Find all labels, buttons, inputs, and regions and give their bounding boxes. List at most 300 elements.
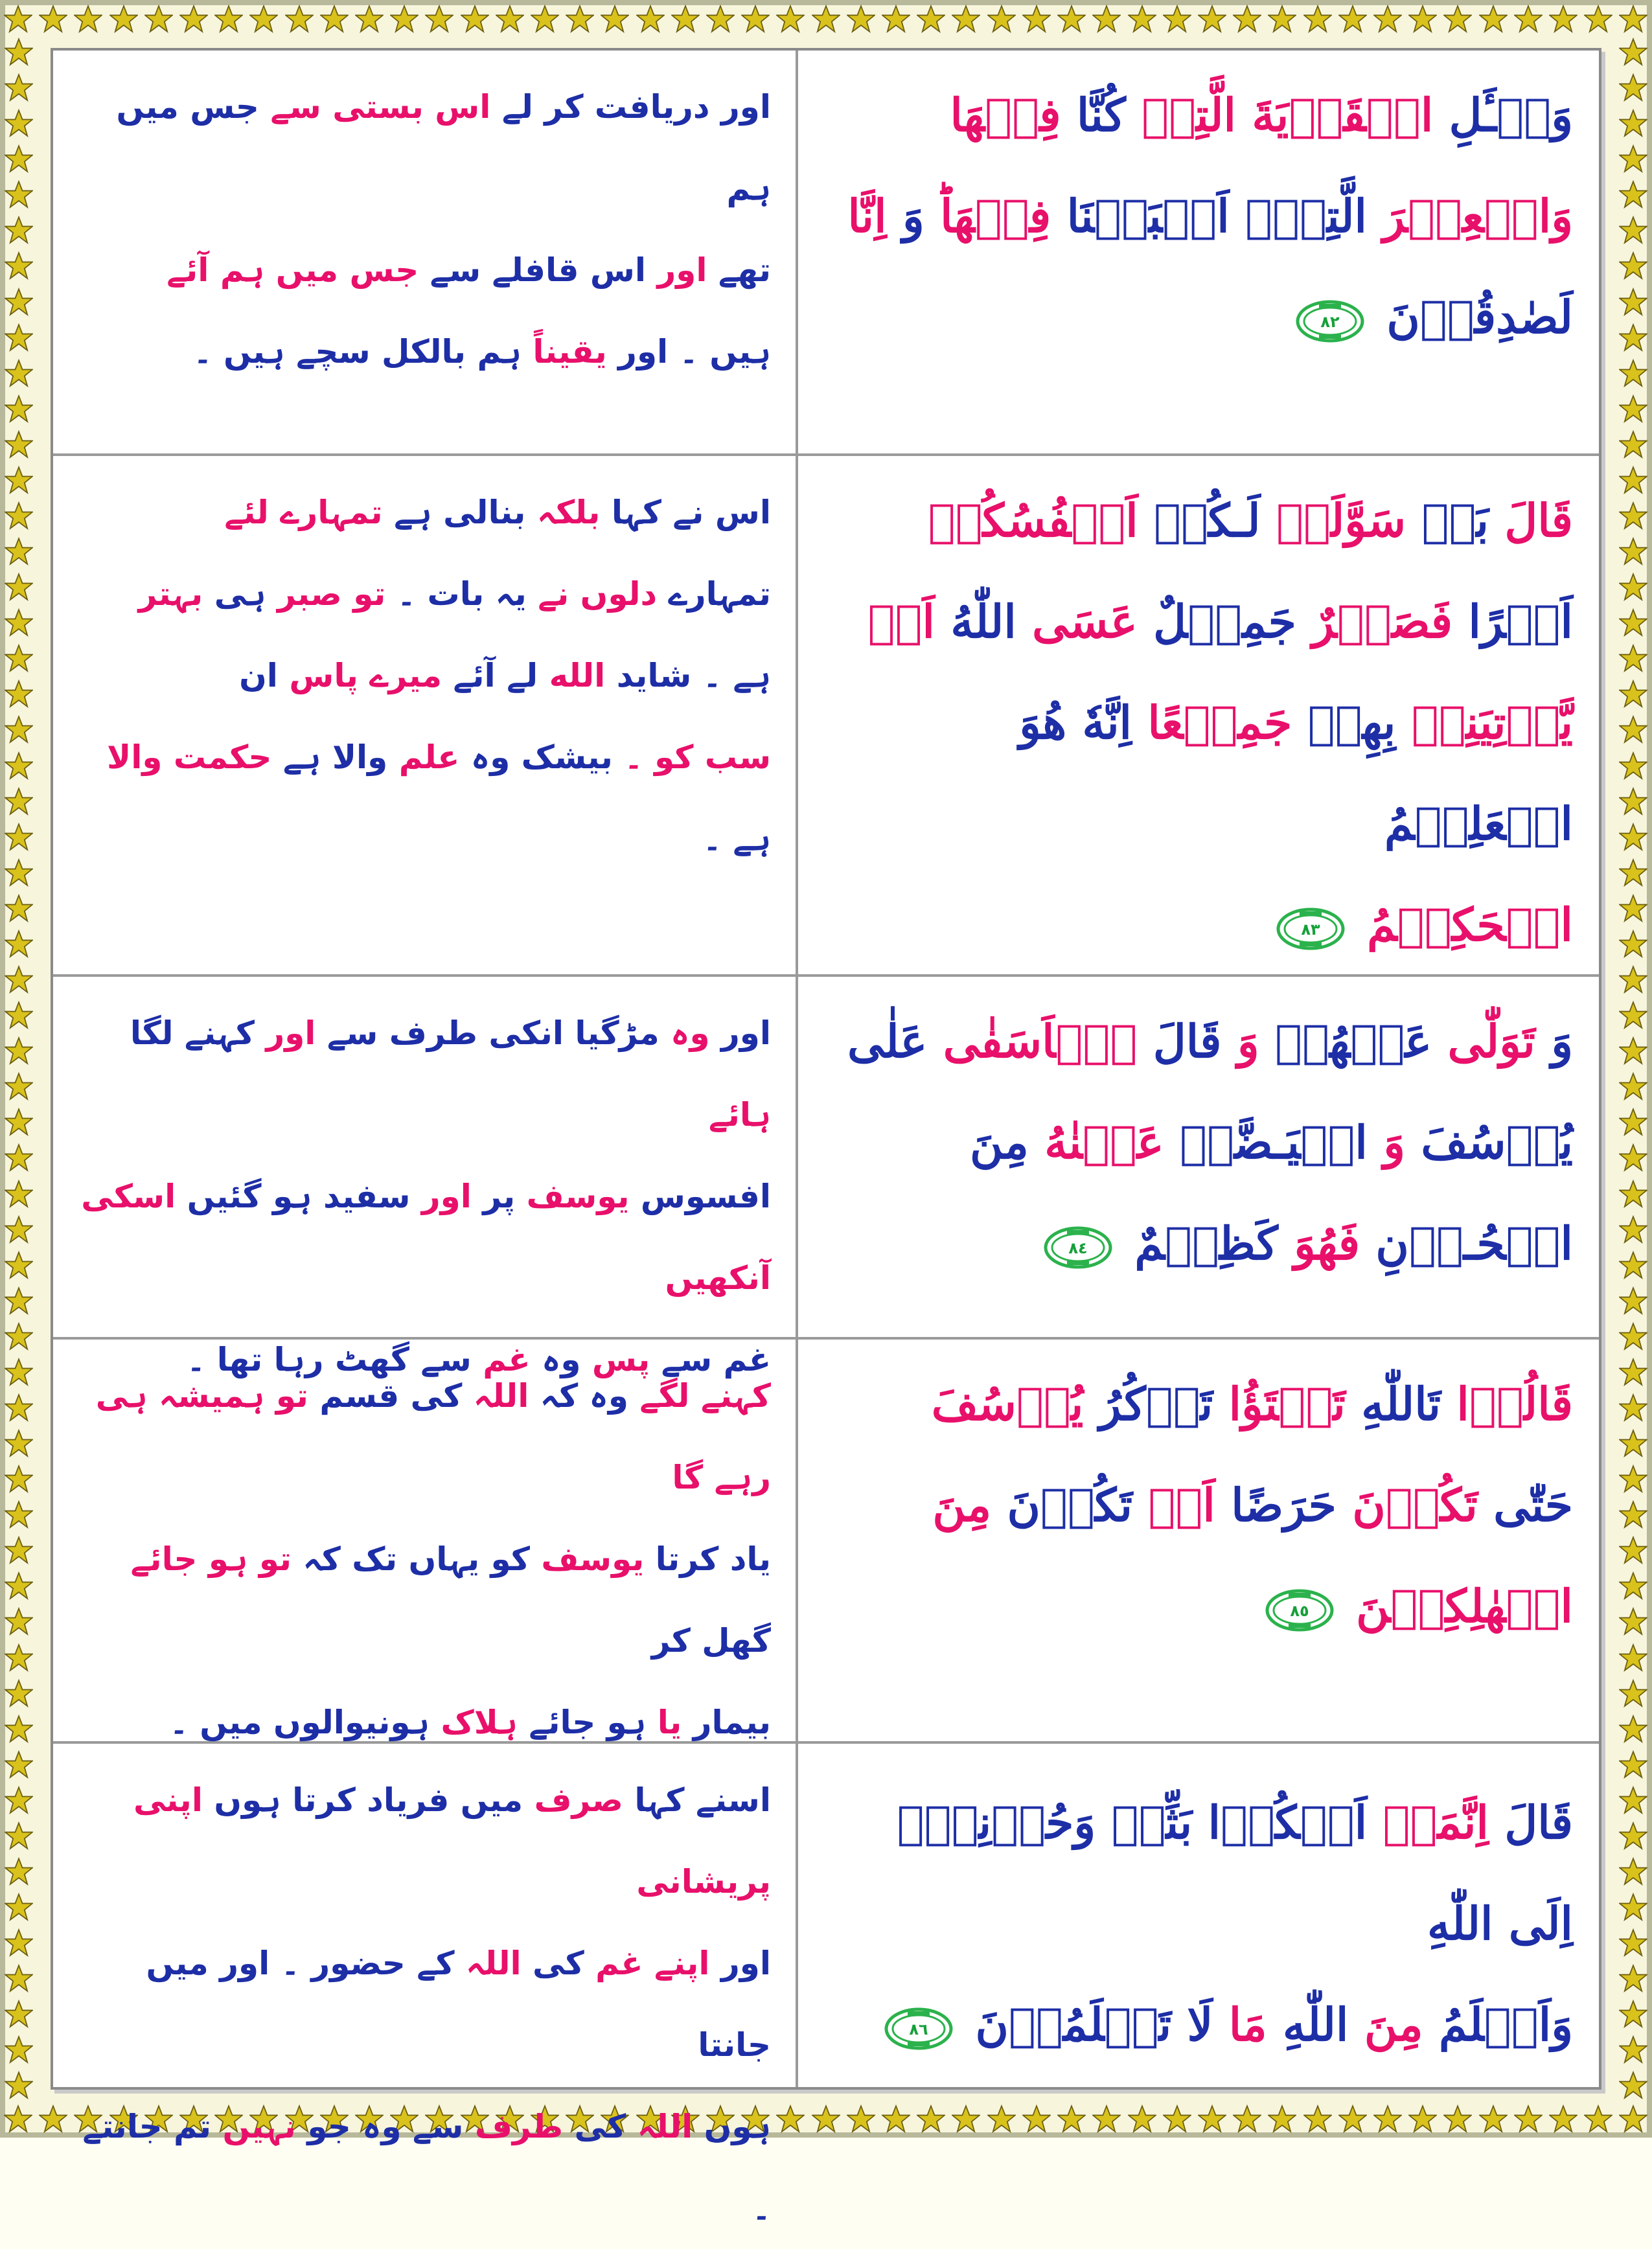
star-icon xyxy=(1619,1607,1647,1636)
arabic-segment: قَالَ xyxy=(1153,1014,1222,1068)
urdu-segment: تو ہمیشہ ہی رہے گا xyxy=(95,1377,771,1496)
star-icon xyxy=(1619,2000,1647,2028)
arabic-segment: لَـكُمۡ xyxy=(1154,494,1261,547)
arabic-line xyxy=(827,1974,1573,2075)
star-icon xyxy=(1163,2105,1191,2133)
star-icon xyxy=(1619,1429,1647,1457)
arabic-segment: قَالَ xyxy=(1504,494,1573,547)
urdu-segment: بہتر xyxy=(138,575,203,613)
arabic-line xyxy=(827,991,1573,1092)
star-icon xyxy=(1584,2105,1612,2133)
star-icon xyxy=(1619,1715,1647,1743)
star-icon xyxy=(1619,323,1647,352)
star-icon xyxy=(1619,1251,1647,1279)
star-icon xyxy=(1619,430,1647,459)
star-icon xyxy=(249,5,278,33)
arabic-segment: الۡعَلِيۡمُ xyxy=(1384,797,1573,851)
arabic-segment: الۡقَرۡيَةَ xyxy=(1252,88,1434,142)
urdu-line xyxy=(75,1759,771,1923)
star-icon xyxy=(1619,501,1647,530)
star-icon xyxy=(5,1072,33,1101)
star-icon xyxy=(1373,2105,1402,2133)
star-icon xyxy=(39,2105,67,2133)
star-icon xyxy=(1619,2105,1647,2133)
star-icon xyxy=(390,5,419,33)
arabic-segment: وَاَعۡلَمُ xyxy=(1438,1998,1573,2051)
star-icon xyxy=(1619,715,1647,744)
ayah-number: ٨٥ xyxy=(1290,1602,1309,1620)
arabic-segment: اَشۡكُوۡا بَثِّىۡ وَحُزۡنِىۡۤ اِلَى اللّٰهِ xyxy=(897,1796,1573,1950)
urdu-segment: یا xyxy=(657,1704,682,1741)
star-icon xyxy=(5,1358,33,1386)
urdu-segment: طرف xyxy=(474,2108,564,2145)
star-icon xyxy=(39,5,67,33)
urdu-segment: ہے ۔ xyxy=(702,820,771,858)
arabic-segment: وَالۡعِيۡرَ xyxy=(1382,189,1573,243)
star-icon xyxy=(5,1286,33,1315)
urdu-segment: وہ کہ xyxy=(540,1377,628,1415)
arabic-segment: تَوَلّٰى xyxy=(1447,1014,1535,1068)
star-icon xyxy=(5,1679,33,1707)
star-icon xyxy=(1619,1036,1647,1065)
arabic-segment: مَا xyxy=(1228,1998,1267,2051)
star-icon xyxy=(1479,2105,1508,2133)
star-icon xyxy=(706,5,735,33)
star-icon xyxy=(1619,1786,1647,1814)
star-icon xyxy=(5,288,33,316)
arabic-segment: اِنَّا xyxy=(847,189,887,243)
star-icon xyxy=(461,5,489,33)
urdu-segment: پر xyxy=(483,1178,516,1215)
star-icon xyxy=(1619,644,1647,672)
star-icon xyxy=(1443,2105,1472,2133)
urdu-segment: اپنی پریشانی xyxy=(133,1781,771,1901)
star-icon xyxy=(1619,787,1647,816)
verse-row-82 xyxy=(53,51,1599,456)
urdu-segment: تمہارے لئے xyxy=(224,494,383,531)
arabic-segment: يُوۡسُفَ xyxy=(931,1377,1084,1431)
urdu-segment: یوسف xyxy=(541,1540,645,1578)
star-icon xyxy=(5,38,33,66)
star-icon xyxy=(1619,1964,1647,1992)
arabic-segment: كَظِيۡمٌ xyxy=(1134,1216,1278,1270)
arabic-segment: الۡهٰلِكِيۡنَ xyxy=(1356,1579,1573,1633)
star-icon xyxy=(496,5,524,33)
star-icon xyxy=(1619,1500,1647,1529)
arabic-text-cell xyxy=(801,456,1599,974)
urdu-segment: اس بستی سے xyxy=(270,88,491,126)
ayah-number-icon xyxy=(1275,906,1346,952)
star-icon xyxy=(5,1108,33,1136)
star-icon xyxy=(1619,1821,1647,1850)
arabic-segment: عَسَى xyxy=(1032,595,1138,648)
star-icon xyxy=(1619,1393,1647,1422)
urdu-segment: اس قافلے سے xyxy=(430,251,647,289)
star-icon xyxy=(1619,5,1647,33)
star-icon xyxy=(1619,1143,1647,1172)
urdu-segment: اور xyxy=(720,1945,771,1982)
star-icon xyxy=(1303,2105,1332,2133)
arabic-segment: اِنَّمَاۤ xyxy=(1382,1796,1489,1849)
arabic-text-cell xyxy=(801,1744,1599,2087)
urdu-segment: بیشک وہ xyxy=(470,738,613,776)
star-icon xyxy=(74,5,102,33)
star-icon xyxy=(1514,2105,1543,2133)
star-icon xyxy=(882,2105,910,2133)
urdu-segment: تھے xyxy=(718,251,771,289)
arabic-segment: كُنَّا xyxy=(1076,88,1126,142)
urdu-segment: ہے ۔ شاید xyxy=(616,657,771,694)
star-icon xyxy=(1619,109,1647,137)
arabic-line xyxy=(827,1092,1573,1193)
arabic-segment: تَكُوۡنَ xyxy=(1352,1478,1478,1532)
arabic-segment: اِنَّهٗ هُوَ xyxy=(1019,696,1132,749)
urdu-segment: الله xyxy=(549,657,606,694)
star-icon xyxy=(1619,823,1647,851)
arabic-segment: اَقۡبَلۡنَا xyxy=(1066,189,1230,243)
star-icon xyxy=(5,466,33,494)
arabic-segment: فَصَبۡرٌ xyxy=(1312,595,1453,648)
star-icon xyxy=(1198,2105,1226,2133)
arabic-segment: اللّٰهُ xyxy=(950,595,1016,648)
star-icon xyxy=(1022,5,1051,33)
star-icon xyxy=(5,858,33,887)
star-icon xyxy=(5,1821,33,1850)
star-icon xyxy=(1619,1001,1647,1029)
star-icon xyxy=(1092,5,1121,33)
urdu-segment: یہ بات ۔ xyxy=(396,575,527,613)
star-icon xyxy=(1619,1465,1647,1493)
star-icon xyxy=(1619,1679,1647,1707)
urdu-segment: ہائے xyxy=(708,1096,771,1134)
star-icon xyxy=(1479,5,1508,33)
arabic-segment: يَّاۡتِيَنِىۡ xyxy=(1411,696,1573,749)
star-icon xyxy=(1619,1643,1647,1672)
star-icon xyxy=(5,359,33,387)
star-icon xyxy=(1619,858,1647,887)
arabic-segment: اَمۡرًا xyxy=(1468,595,1573,648)
urdu-segment: سے گھٹ رہا تھا ۔ xyxy=(187,1341,472,1378)
star-icon xyxy=(1619,679,1647,708)
ayah-number: ٨٢ xyxy=(1320,313,1340,331)
star-icon xyxy=(1408,2105,1437,2133)
urdu-line xyxy=(75,1518,771,1682)
urdu-segment: ہو جائے xyxy=(529,1704,647,1741)
star-icon xyxy=(1022,2105,1051,2133)
urdu-segment: علم xyxy=(398,738,460,776)
star-icon xyxy=(1057,2105,1086,2133)
star-icon xyxy=(1408,5,1437,33)
star-icon xyxy=(5,608,33,637)
arabic-segment: جَمِيۡلٌ xyxy=(1153,595,1296,648)
arabic-segment: يُوۡسُفَ xyxy=(1421,1115,1573,1169)
star-icon xyxy=(1514,5,1543,33)
star-icon xyxy=(882,5,910,33)
star-icon xyxy=(1163,5,1191,33)
arabic-segment: فِيۡهَا xyxy=(950,88,1061,142)
urdu-line xyxy=(75,66,771,229)
urdu-segment: وہ xyxy=(542,1341,581,1378)
urdu-segment: وہ xyxy=(671,1014,710,1052)
arabic-text-cell xyxy=(801,1340,1599,1741)
star-icon xyxy=(917,2105,945,2133)
star-icon xyxy=(5,109,33,137)
star-icon xyxy=(1233,5,1261,33)
ayah-number: ٨٣ xyxy=(1301,920,1320,939)
urdu-translation-cell xyxy=(53,1744,798,2227)
urdu-segment: بنالی ہے xyxy=(394,494,526,531)
urdu-segment: پس xyxy=(591,1341,650,1378)
star-icon xyxy=(1619,608,1647,637)
ayah-number-icon xyxy=(1264,1588,1335,1633)
star-icon xyxy=(5,394,33,423)
arabic-segment: تَفۡتَؤُا xyxy=(1228,1377,1346,1431)
star-icon xyxy=(1619,216,1647,244)
star-icon xyxy=(1619,1180,1647,1208)
urdu-segment: مڑگیا انکی طرف سے xyxy=(327,1014,660,1052)
urdu-translation-cell xyxy=(53,51,798,453)
arabic-segment: تَاللّٰهِ xyxy=(1361,1377,1441,1431)
arabic-segment: وَ xyxy=(1237,1014,1259,1068)
urdu-segment: غم سے xyxy=(661,1341,771,1378)
star-icon xyxy=(1619,144,1647,173)
arabic-segment: الۡحُـزۡنِ xyxy=(1375,1216,1573,1270)
urdu-segment: ہونیوالوں میں ۔ xyxy=(169,1704,430,1741)
arabic-segment: وَ xyxy=(902,189,924,243)
urdu-segment: جس میں ہم xyxy=(116,88,771,207)
urdu-segment: بلکہ xyxy=(536,494,601,531)
arabic-segment: وَ xyxy=(1383,1115,1406,1169)
right-star-border xyxy=(1614,38,1652,2100)
urdu-segment: غم xyxy=(483,1341,531,1378)
star-icon xyxy=(5,1964,33,1992)
arabic-line xyxy=(827,267,1573,368)
top-star-border xyxy=(0,0,1652,38)
urdu-segment: اسنے کہا xyxy=(634,1781,771,1819)
star-icon xyxy=(425,5,453,33)
arabic-segment: بِهِمۡ xyxy=(1307,696,1396,749)
star-icon xyxy=(144,5,173,33)
arabic-line xyxy=(827,672,1573,874)
urdu-segment: اور xyxy=(266,1014,316,1052)
urdu-segment: کی قسم xyxy=(319,1377,463,1415)
urdu-segment: بیمار xyxy=(693,1704,771,1741)
star-icon xyxy=(5,323,33,352)
star-icon xyxy=(5,1251,33,1279)
arabic-line xyxy=(827,1455,1573,1556)
star-icon xyxy=(5,1643,33,1672)
urdu-line xyxy=(75,992,771,1156)
star-icon xyxy=(5,251,33,280)
star-icon xyxy=(952,2105,980,2133)
urdu-line xyxy=(75,472,771,553)
star-icon xyxy=(5,1536,33,1564)
star-icon xyxy=(1619,73,1647,102)
star-icon xyxy=(179,5,208,33)
star-icon xyxy=(5,501,33,530)
urdu-segment: کی xyxy=(574,2108,626,2145)
urdu-segment: کو یہاں تک کہ xyxy=(303,1540,530,1578)
star-icon xyxy=(1619,1857,1647,1886)
star-icon xyxy=(5,930,33,958)
star-icon xyxy=(1268,2105,1296,2133)
urdu-translation-cell xyxy=(53,456,798,974)
urdu-translation-cell xyxy=(53,1340,798,1741)
urdu-segment: ہی xyxy=(214,575,266,613)
arabic-segment: حَرَضًا xyxy=(1231,1478,1337,1532)
arabic-segment: تَذۡكُرُ xyxy=(1099,1377,1213,1431)
star-icon xyxy=(812,5,840,33)
ayah-number: ٨٦ xyxy=(909,2020,928,2038)
arabic-segment: بَلۡ xyxy=(1421,494,1489,547)
star-icon xyxy=(917,5,945,33)
star-icon xyxy=(1619,1215,1647,1244)
ayah-number-icon xyxy=(1294,299,1366,344)
star-icon xyxy=(1128,2105,1156,2133)
urdu-segment: کی xyxy=(533,1945,584,1982)
arabic-segment: فِيۡهَاؕ xyxy=(940,189,1051,243)
arabic-segment: اللّٰهِ xyxy=(1282,1998,1349,2051)
star-icon xyxy=(1584,5,1612,33)
ayah-number-icon xyxy=(1042,1225,1114,1270)
star-icon xyxy=(1549,2105,1577,2133)
urdu-segment: ان xyxy=(239,657,278,694)
verse-row-85 xyxy=(53,1340,1599,1744)
star-icon xyxy=(5,823,33,851)
arabic-line xyxy=(827,874,1573,976)
star-icon xyxy=(847,5,875,33)
arabic-segment: لَا تَعۡلَمُوۡنَ xyxy=(975,1998,1213,2051)
arabic-segment: يٰۤاَسَفٰى xyxy=(943,1014,1138,1068)
star-icon xyxy=(566,5,594,33)
star-icon xyxy=(5,2035,33,2064)
arabic-line xyxy=(827,470,1573,571)
star-icon xyxy=(1338,2105,1367,2133)
star-icon xyxy=(5,1143,33,1172)
arabic-segment: الَّتِىۡۤ xyxy=(1245,189,1367,243)
urdu-segment: اور xyxy=(720,1014,771,1052)
urdu-segment: میں فریاد کرتا ہوں xyxy=(214,1781,523,1819)
urdu-line xyxy=(75,1156,771,1319)
star-icon xyxy=(5,430,33,459)
star-icon xyxy=(5,715,33,744)
star-icon xyxy=(1549,5,1577,33)
arabic-line xyxy=(827,571,1573,672)
urdu-line xyxy=(75,1355,771,1518)
star-icon xyxy=(1619,466,1647,494)
star-icon xyxy=(671,5,700,33)
star-icon xyxy=(5,1715,33,1743)
urdu-segment: میرے پاس xyxy=(289,657,442,694)
star-icon xyxy=(987,2105,1016,2133)
star-icon xyxy=(5,1893,33,1921)
star-icon xyxy=(285,5,314,33)
star-icon xyxy=(1619,965,1647,994)
arabic-segment: فَهُوَ xyxy=(1294,1216,1360,1270)
urdu-segment: ہیں ۔ اور xyxy=(618,333,771,371)
star-icon xyxy=(1619,537,1647,565)
star-icon xyxy=(5,144,33,173)
star-icon xyxy=(1619,1072,1647,1101)
verse-row-86 xyxy=(53,1744,1599,2227)
urdu-segment: تو صبر xyxy=(277,575,386,613)
star-icon xyxy=(812,2105,840,2133)
ayah-number: ٨٤ xyxy=(1068,1239,1088,1257)
urdu-segment: یوسف xyxy=(526,1178,630,1215)
arabic-segment: الۡحَكِيۡمُ xyxy=(1367,898,1573,952)
urdu-line xyxy=(75,798,771,880)
urdu-segment: سب کو ۔ xyxy=(624,738,771,776)
star-icon xyxy=(741,5,770,33)
urdu-segment: غم xyxy=(595,1945,643,1982)
arabic-segment: وَ xyxy=(1551,1014,1573,1068)
urdu-segment: یاد کرتا xyxy=(655,1540,771,1578)
urdu-segment: اللہ xyxy=(466,1945,522,1982)
star-icon xyxy=(1233,2105,1261,2133)
star-icon xyxy=(5,1429,33,1457)
urdu-segment: گھل کر xyxy=(651,1622,771,1660)
star-icon xyxy=(5,965,33,994)
arabic-segment: عَنۡهُمۡ xyxy=(1275,1014,1432,1068)
arabic-segment: اَوۡ xyxy=(1148,1478,1215,1532)
urdu-segment: کہنے لگا xyxy=(130,1014,255,1052)
urdu-segment: افسوس xyxy=(640,1178,771,1215)
arabic-segment: لَصٰدِقُوۡنَ xyxy=(1386,290,1573,344)
arabic-line xyxy=(827,1354,1573,1455)
star-icon xyxy=(1443,5,1472,33)
urdu-segment: یقیناً xyxy=(533,333,607,371)
arabic-segment: جَمِيۡعًا xyxy=(1147,696,1292,749)
star-icon xyxy=(1619,1286,1647,1315)
star-icon xyxy=(1619,1571,1647,1600)
star-icon xyxy=(5,1322,33,1351)
urdu-segment: تم جانتے ۔ xyxy=(82,2108,771,2227)
star-icon xyxy=(776,5,805,33)
star-icon xyxy=(1619,1928,1647,1957)
urdu-segment: اور xyxy=(421,1178,472,1215)
urdu-segment: حکمت والا xyxy=(106,738,272,776)
left-star-border xyxy=(0,38,38,2100)
urdu-segment: اللہ xyxy=(473,1377,529,1415)
urdu-segment: اس نے کہا xyxy=(611,494,771,531)
star-icon xyxy=(1619,1358,1647,1386)
star-icon xyxy=(1619,1322,1647,1351)
arabic-line xyxy=(827,1193,1573,1294)
star-icon xyxy=(1128,5,1156,33)
verse-table xyxy=(51,48,1601,2227)
star-icon xyxy=(1619,1108,1647,1136)
urdu-segment: سے وہ جو xyxy=(307,2108,464,2145)
star-icon xyxy=(5,1215,33,1244)
star-icon xyxy=(1619,180,1647,209)
star-icon xyxy=(5,894,33,922)
star-icon xyxy=(5,1571,33,1600)
star-icon xyxy=(1268,5,1296,33)
star-icon xyxy=(5,787,33,816)
arabic-segment: الَّتِىۡ xyxy=(1141,88,1236,142)
star-icon xyxy=(5,1465,33,1493)
star-icon xyxy=(1198,5,1226,33)
star-icon xyxy=(952,5,980,33)
star-icon xyxy=(1619,1536,1647,1564)
urdu-segment: ہم بالکل سچے ہیں ۔ xyxy=(193,333,522,371)
arabic-segment: وَسۡـَٔلِ xyxy=(1449,88,1573,142)
star-icon xyxy=(1619,251,1647,280)
urdu-segment: اللہ xyxy=(637,2108,693,2145)
star-icon xyxy=(5,1928,33,1957)
urdu-line xyxy=(75,716,771,798)
star-icon xyxy=(1619,751,1647,780)
